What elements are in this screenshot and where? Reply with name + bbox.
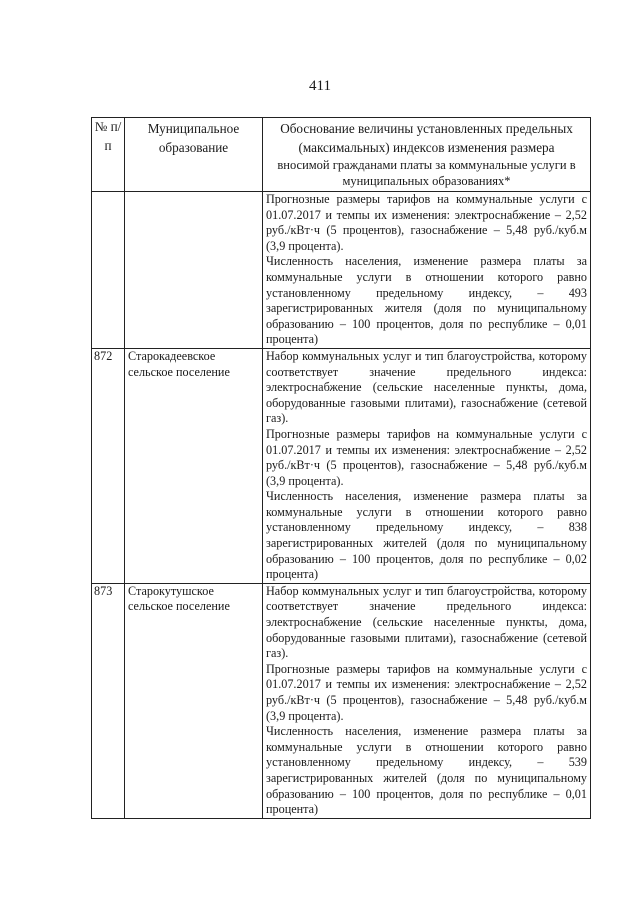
cell-municipality <box>125 583 263 818</box>
page-number: 411 <box>309 78 331 94</box>
cell-num: 872 <box>92 348 125 583</box>
table-row <box>92 348 591 583</box>
population-paragraph: Численность населения, изменение размера платы за коммунальные услуги в отношении которого равно установленному предельному индексу, – 838 зарегистрированных жителей (доля по муниципальному образованию – 100 процентов, доля по республике – 0,02 процента) <box>266 489 587 582</box>
table-header-row <box>92 118 591 192</box>
header-justification-line1: Обоснование величины установленных предельных (максимальных) индексов изменения размера <box>280 121 573 155</box>
header-municipality: Муниципальное образование <box>125 118 263 192</box>
table-row-continuation <box>92 192 591 349</box>
table-row <box>92 583 591 818</box>
header-justification <box>263 118 591 192</box>
municipality-name: Старокутушское сельское поселение <box>128 583 230 614</box>
services-paragraph: Набор коммунальных услуг и тип благоустройства, которому соответствует значение предельного индекса: электроснабжение (сельские населенные пункты, дома, оборудованные газовыми плитами), газоснабжение (сетевой газ). <box>266 348 587 426</box>
tariffs-paragraph: Прогнозные размеры тарифов на коммунальные услуги с 01.07.2017 и темпы их изменения: электроснабжение – 2,52 руб./кВт·ч (5 процентов), газоснабжение – 5,48 руб./куб.м (3,9 процента). <box>266 426 587 488</box>
cell-num-empty <box>92 192 125 349</box>
cell-municipality <box>125 348 263 583</box>
header-justification-line2: вносимой гражданами платы за коммунальные услуги в муниципальных образованиях* <box>277 158 576 188</box>
cell-num: 873 <box>92 583 125 818</box>
indices-table <box>91 117 591 819</box>
population-paragraph: Численность населения, изменение размера платы за коммунальные услуги в отношении которого равно установленному предельному индексу, – 539 зарегистрированных жителей (доля по муниципальному образованию – 100 процентов, доля по республике – 0,01 процента) <box>266 724 587 817</box>
tariffs-paragraph: Прогнозные размеры тарифов на коммунальные услуги с 01.07.2017 и темпы их изменения: электроснабжение – 2,52 руб./кВт·ч (5 процентов), газоснабжение – 5,48 руб./куб.м (3,9 процента). <box>266 661 587 723</box>
tariffs-paragraph: Прогнозные размеры тарифов на коммунальные услуги с 01.07.2017 и темпы их изменения: электроснабжение – 2,52 руб./кВт·ч (5 процентов), газоснабжение – 5,48 руб./куб.м (3,9 процента). <box>266 192 587 253</box>
population-paragraph: Численность населения, изменение размера платы за коммунальные услуги в отношении которого равно установленному предельному индексу, – 493 зарегистрированных жителя (доля по муниципальному образованию – 100 процентов, доля по республике – 0,01 процента) <box>266 254 587 347</box>
cell-justification <box>263 348 591 583</box>
header-num: № п/п <box>92 118 125 192</box>
services-paragraph: Набор коммунальных услуг и тип благоустройства, которому соответствует значение предельного индекса: электроснабжение (сельские населенные пункты, дома, оборудованные газовыми плитами), газоснабжение (сетевой газ). <box>266 583 587 661</box>
cell-justification <box>263 192 591 349</box>
municipality-name: Старокадеевское сельское поселение <box>128 348 230 379</box>
cell-justification <box>263 583 591 818</box>
cell-municipality-empty <box>125 192 263 349</box>
